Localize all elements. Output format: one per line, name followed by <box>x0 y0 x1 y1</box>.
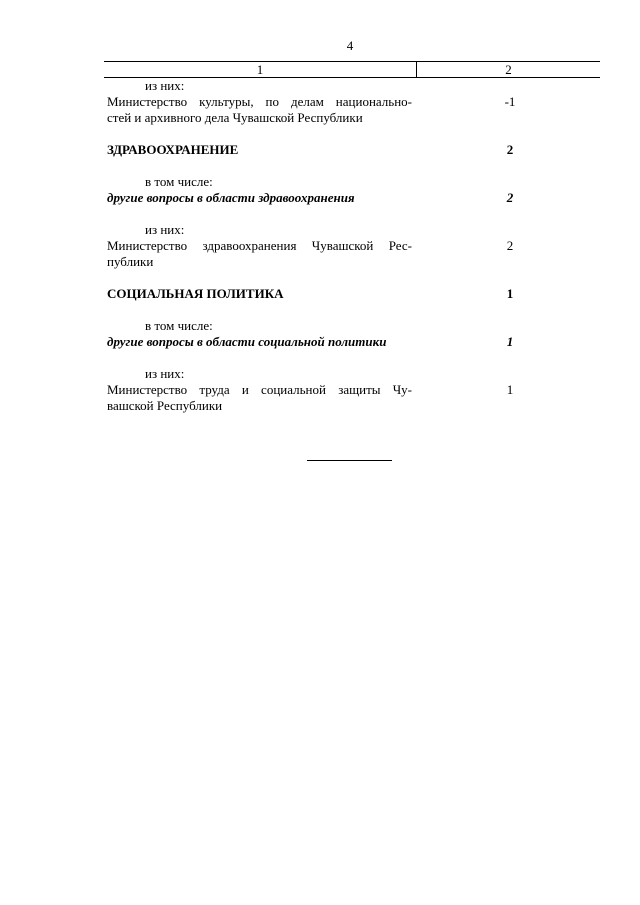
row-label-line: публики <box>107 254 154 269</box>
sub-label-including: в том числе: <box>145 318 213 333</box>
row-value: 2 <box>506 238 514 253</box>
sub-label-including: в том числе: <box>145 174 213 189</box>
subsection-heading: другие вопросы в области социальной политики <box>107 334 387 349</box>
row-value: 1 <box>506 382 514 397</box>
subsection-heading: другие вопросы в области здравоохранения <box>107 190 355 205</box>
row-value: 1 <box>506 334 514 349</box>
table-header-col2: 2 <box>505 62 512 77</box>
page-number: 4 <box>346 38 354 53</box>
end-of-document-rule <box>307 460 392 461</box>
table-header <box>104 61 600 78</box>
row-label-line: Министерство здравоохранения Чувашской Рес- <box>107 238 412 253</box>
sub-label-of-which: из них: <box>145 78 185 93</box>
row-value: 2 <box>506 190 514 205</box>
table-header-col1: 1 <box>256 62 264 77</box>
section-heading: ЗДРАВООХРАНЕНИЕ <box>107 142 239 157</box>
row-value: 1 <box>506 286 514 301</box>
row-label-line: Министерство труда и социальной защиты Чу- <box>107 382 412 397</box>
row-label-line: стей и архивного дела Чувашской Республики <box>107 110 363 125</box>
sub-label-of-which: из них: <box>145 366 185 381</box>
row-label-line: Министерство культуры, по делам национально- <box>107 94 412 109</box>
section-heading: СОЦИАЛЬНАЯ ПОЛИТИКА <box>107 286 284 301</box>
row-value: 2 <box>506 142 514 157</box>
row-value: -1 <box>504 94 516 109</box>
row-label-line: вашской Республики <box>107 398 223 413</box>
sub-label-of-which: из них: <box>145 222 185 237</box>
